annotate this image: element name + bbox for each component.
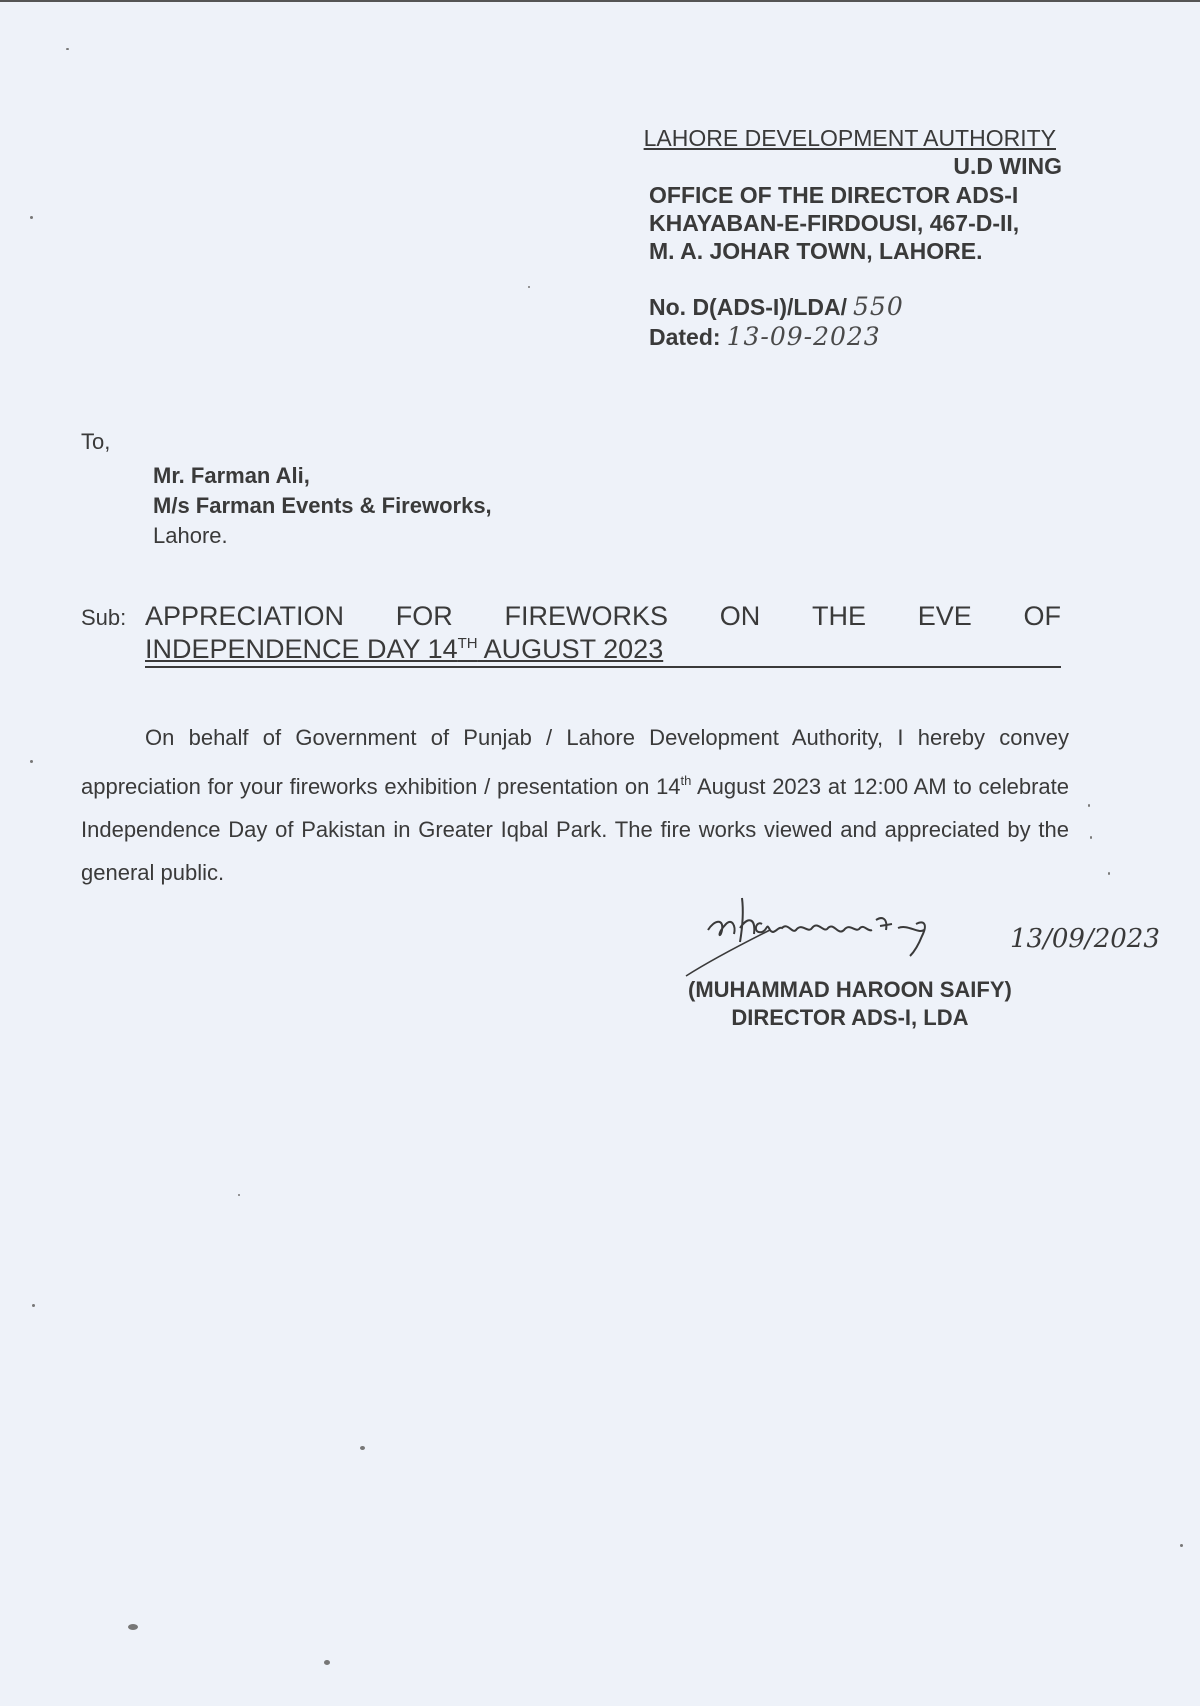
scan-speck bbox=[1088, 804, 1090, 807]
subject-word: FIREWORKS bbox=[504, 601, 669, 631]
dated-label: Dated: bbox=[649, 324, 721, 350]
subject-word: EVE bbox=[917, 601, 972, 631]
subject-line-1 bbox=[145, 601, 1061, 632]
reference-block bbox=[649, 292, 904, 352]
scan-speck bbox=[324, 1660, 330, 1665]
reference-number-label: No. D(ADS-I)/LDA/ bbox=[649, 294, 848, 320]
office-address bbox=[649, 181, 1019, 265]
subject-word: APPRECIATION bbox=[145, 601, 345, 631]
subject-label: Sub: bbox=[81, 605, 127, 630]
top-edge-rule bbox=[0, 0, 1200, 2]
scan-speck bbox=[30, 216, 33, 219]
letterhead bbox=[643, 124, 1062, 180]
scan-speck bbox=[528, 286, 530, 288]
scan-speck bbox=[1090, 836, 1092, 839]
salutation: To, bbox=[81, 429, 111, 454]
subject-line-2 bbox=[145, 634, 1061, 668]
wing-name: U.D WING bbox=[953, 153, 1062, 179]
recipient-block bbox=[153, 461, 492, 551]
signatory-name: (MUHAMMAD HAROON SAIFY) bbox=[688, 977, 1012, 1002]
body-paragraph bbox=[81, 716, 1069, 894]
subject-word: THE bbox=[812, 601, 866, 631]
signature-date-handwritten: 13/09/2023 bbox=[1010, 924, 1160, 954]
body-part-1: On behalf of Government of Punjab / Lahore Development Authority, I hereby convey appreciation for your fireworks exhibition / presentation on 14 bbox=[81, 725, 1069, 799]
address-line: KHAYABAN-E-FIRDOUSI, 467-D-II, bbox=[649, 210, 1020, 236]
scan-speck bbox=[238, 1194, 240, 1196]
scan-speck bbox=[128, 1624, 138, 1630]
subject-line-2-suffix: AUGUST 2023 bbox=[477, 634, 664, 664]
letter-body bbox=[81, 716, 1069, 894]
subject-word: FOR bbox=[395, 601, 453, 631]
date-handwritten: 13-09-2023 bbox=[726, 322, 881, 351]
recipient-company: M/s Farman Events & Fireworks, bbox=[153, 493, 492, 518]
recipient-name: Mr. Farman Ali, bbox=[153, 463, 310, 488]
body-sup: th bbox=[680, 773, 692, 788]
scan-speck bbox=[360, 1446, 365, 1450]
scan-speck bbox=[32, 1304, 35, 1307]
recipient-city: Lahore. bbox=[153, 523, 228, 548]
subject-word: OF bbox=[1023, 601, 1061, 631]
subject-line-2-prefix: INDEPENDENCE DAY 14 bbox=[145, 634, 458, 664]
address-line: M. A. JOHAR TOWN, LAHORE. bbox=[649, 238, 983, 264]
body-part-2: August 2023 at 12:00 AM to celebrate Independence Day of Pakistan in Greater Iqbal Park. The fire works viewed and appreciated by the general public. bbox=[81, 774, 1069, 885]
reference-number-handwritten: 550 bbox=[853, 292, 904, 321]
scan-speck bbox=[66, 48, 69, 50]
handwritten-signature bbox=[736, 898, 1160, 978]
signature-scribble bbox=[678, 890, 958, 980]
reference-number-row bbox=[649, 292, 904, 322]
subject-word: ON bbox=[719, 601, 761, 631]
subject-line-2-sup: TH bbox=[457, 635, 478, 652]
scan-speck bbox=[30, 760, 33, 763]
address-line: OFFICE OF THE DIRECTOR ADS-I bbox=[649, 182, 1019, 208]
organization-name: LAHORE DEVELOPMENT AUTHORITY bbox=[643, 125, 1056, 151]
scan-speck bbox=[1180, 1544, 1183, 1547]
scan-speck bbox=[1108, 872, 1110, 875]
reference-date-row bbox=[649, 322, 904, 352]
signatory-block bbox=[688, 976, 1012, 1032]
signatory-designation: DIRECTOR ADS-I, LDA bbox=[731, 1005, 969, 1030]
